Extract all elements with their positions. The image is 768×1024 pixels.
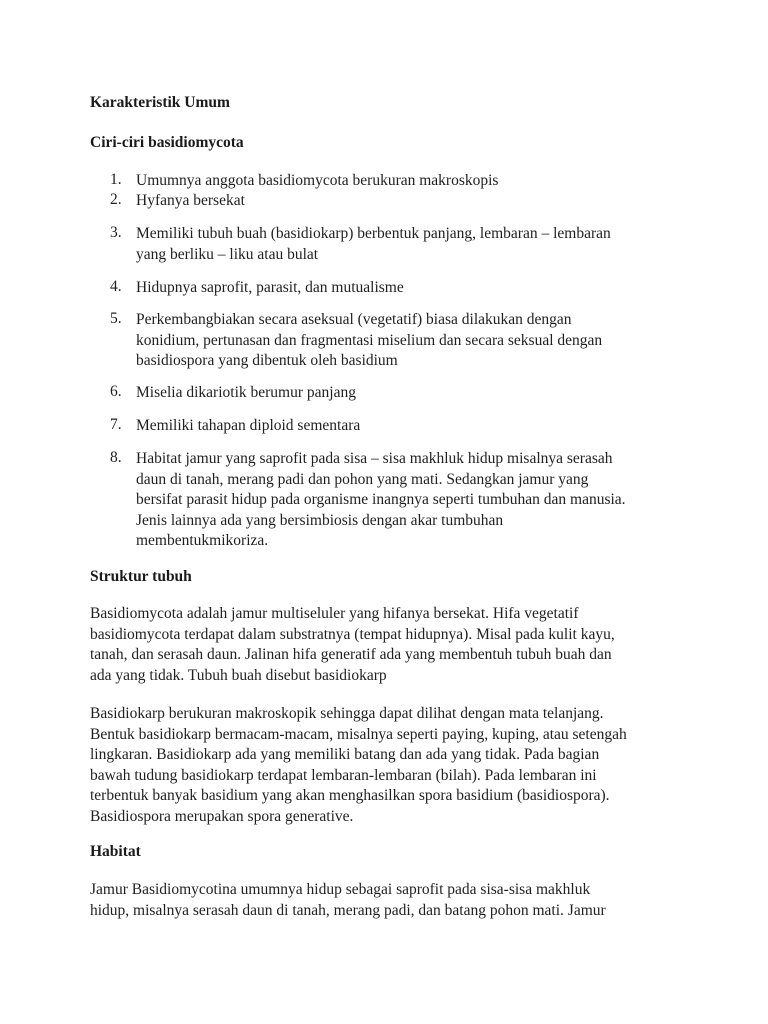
paragraph-habitat: Jamur Basidiomycotina umumnya hidup sebagai saprofit pada sisa-sisa makhluk hidup, misalnya serasah daun di tanah, merang padi, dan batang pohon mati. Jamur xyxy=(90,881,606,919)
list-number: 4. xyxy=(110,278,122,295)
list-item: Hyfanya bersekat xyxy=(136,192,245,209)
list-item: Habitat jamur yang saprofit pada sisa – sisa makhluk hidup misalnya serasah daun di tanah, merang padi dan pohon yang mati. Sedangkan jamur yang bersifat parasit hidup pada organisme inangnya seperti tumbuhan dan manusia. Jenis lainnya ada yang bersimbiosis dengan akar tumbuhan membentukmikoriza. xyxy=(136,450,626,549)
list-item: Umumnya anggota basidiomycota berukuran makroskopis xyxy=(136,172,499,189)
list-item: Memiliki tubuh buah (basidiokarp) berbentuk panjang, lembaran – lembaran yang berliku – liku atau bulat xyxy=(136,225,611,263)
paragraph-struktur-2: Basidiokarp berukuran makroskopik sehingga dapat dilihat dengan mata telanjang. Bentuk basidiokarp bermacam-macam, misalnya seperti paying, kuping, atau setengah lingkaran. Basidiokarp ada yang memiliki batang dan ada yang tidak. Pada bagian bawah tudung basidiokarp terdapat lembaran-lembaran (bilah). Pada lembaran ini terbentuk banyak basidium yang akan menghasilkan spora basidium (basidiospora). Basidiospora merupakan spora generative. xyxy=(90,705,627,825)
heading-struktur-tubuh: Struktur tubuh xyxy=(90,568,192,585)
list-item: Perkembangbiakan secara aseksual (vegetatif) biasa dilakukan dengan konidium, pertunasan dan fragmentasi miselium dan secara seksual dengan basidiospora yang dibentuk oleh basidium xyxy=(136,311,603,369)
list-number: 6. xyxy=(110,383,122,400)
list-item: Hidupnya saprofit, parasit, dan mutualisme xyxy=(136,279,404,296)
list-number: 1. xyxy=(110,171,122,188)
heading-ciri-ciri: Ciri-ciri basidiomycota xyxy=(90,134,244,151)
list-number: 2. xyxy=(110,191,122,208)
list-number: 8. xyxy=(110,449,122,466)
list-number: 3. xyxy=(110,224,122,241)
paragraph-struktur-1: Basidiomycota adalah jamur multiseluler yang hifanya bersekat. Hifa vegetatif basidiomycota terdapat dalam substratnya (tempat hidupnya). Misal pada kulit kayu, tanah, dan serasah daun. Jalinan hifa generatif ada yang membentuh tubuh buah dan ada yang tidak. Tubuh buah disebut basidiokarp xyxy=(90,605,615,684)
heading-habitat: Habitat xyxy=(90,843,141,860)
list-item: Memiliki tahapan diploid sementara xyxy=(136,417,361,434)
heading-karakteristik-umum: Karakteristik Umum xyxy=(90,94,230,111)
list-number: 5. xyxy=(110,310,122,327)
list-item: Miselia dikariotik berumur panjang xyxy=(136,384,356,401)
list-number: 7. xyxy=(110,416,122,433)
